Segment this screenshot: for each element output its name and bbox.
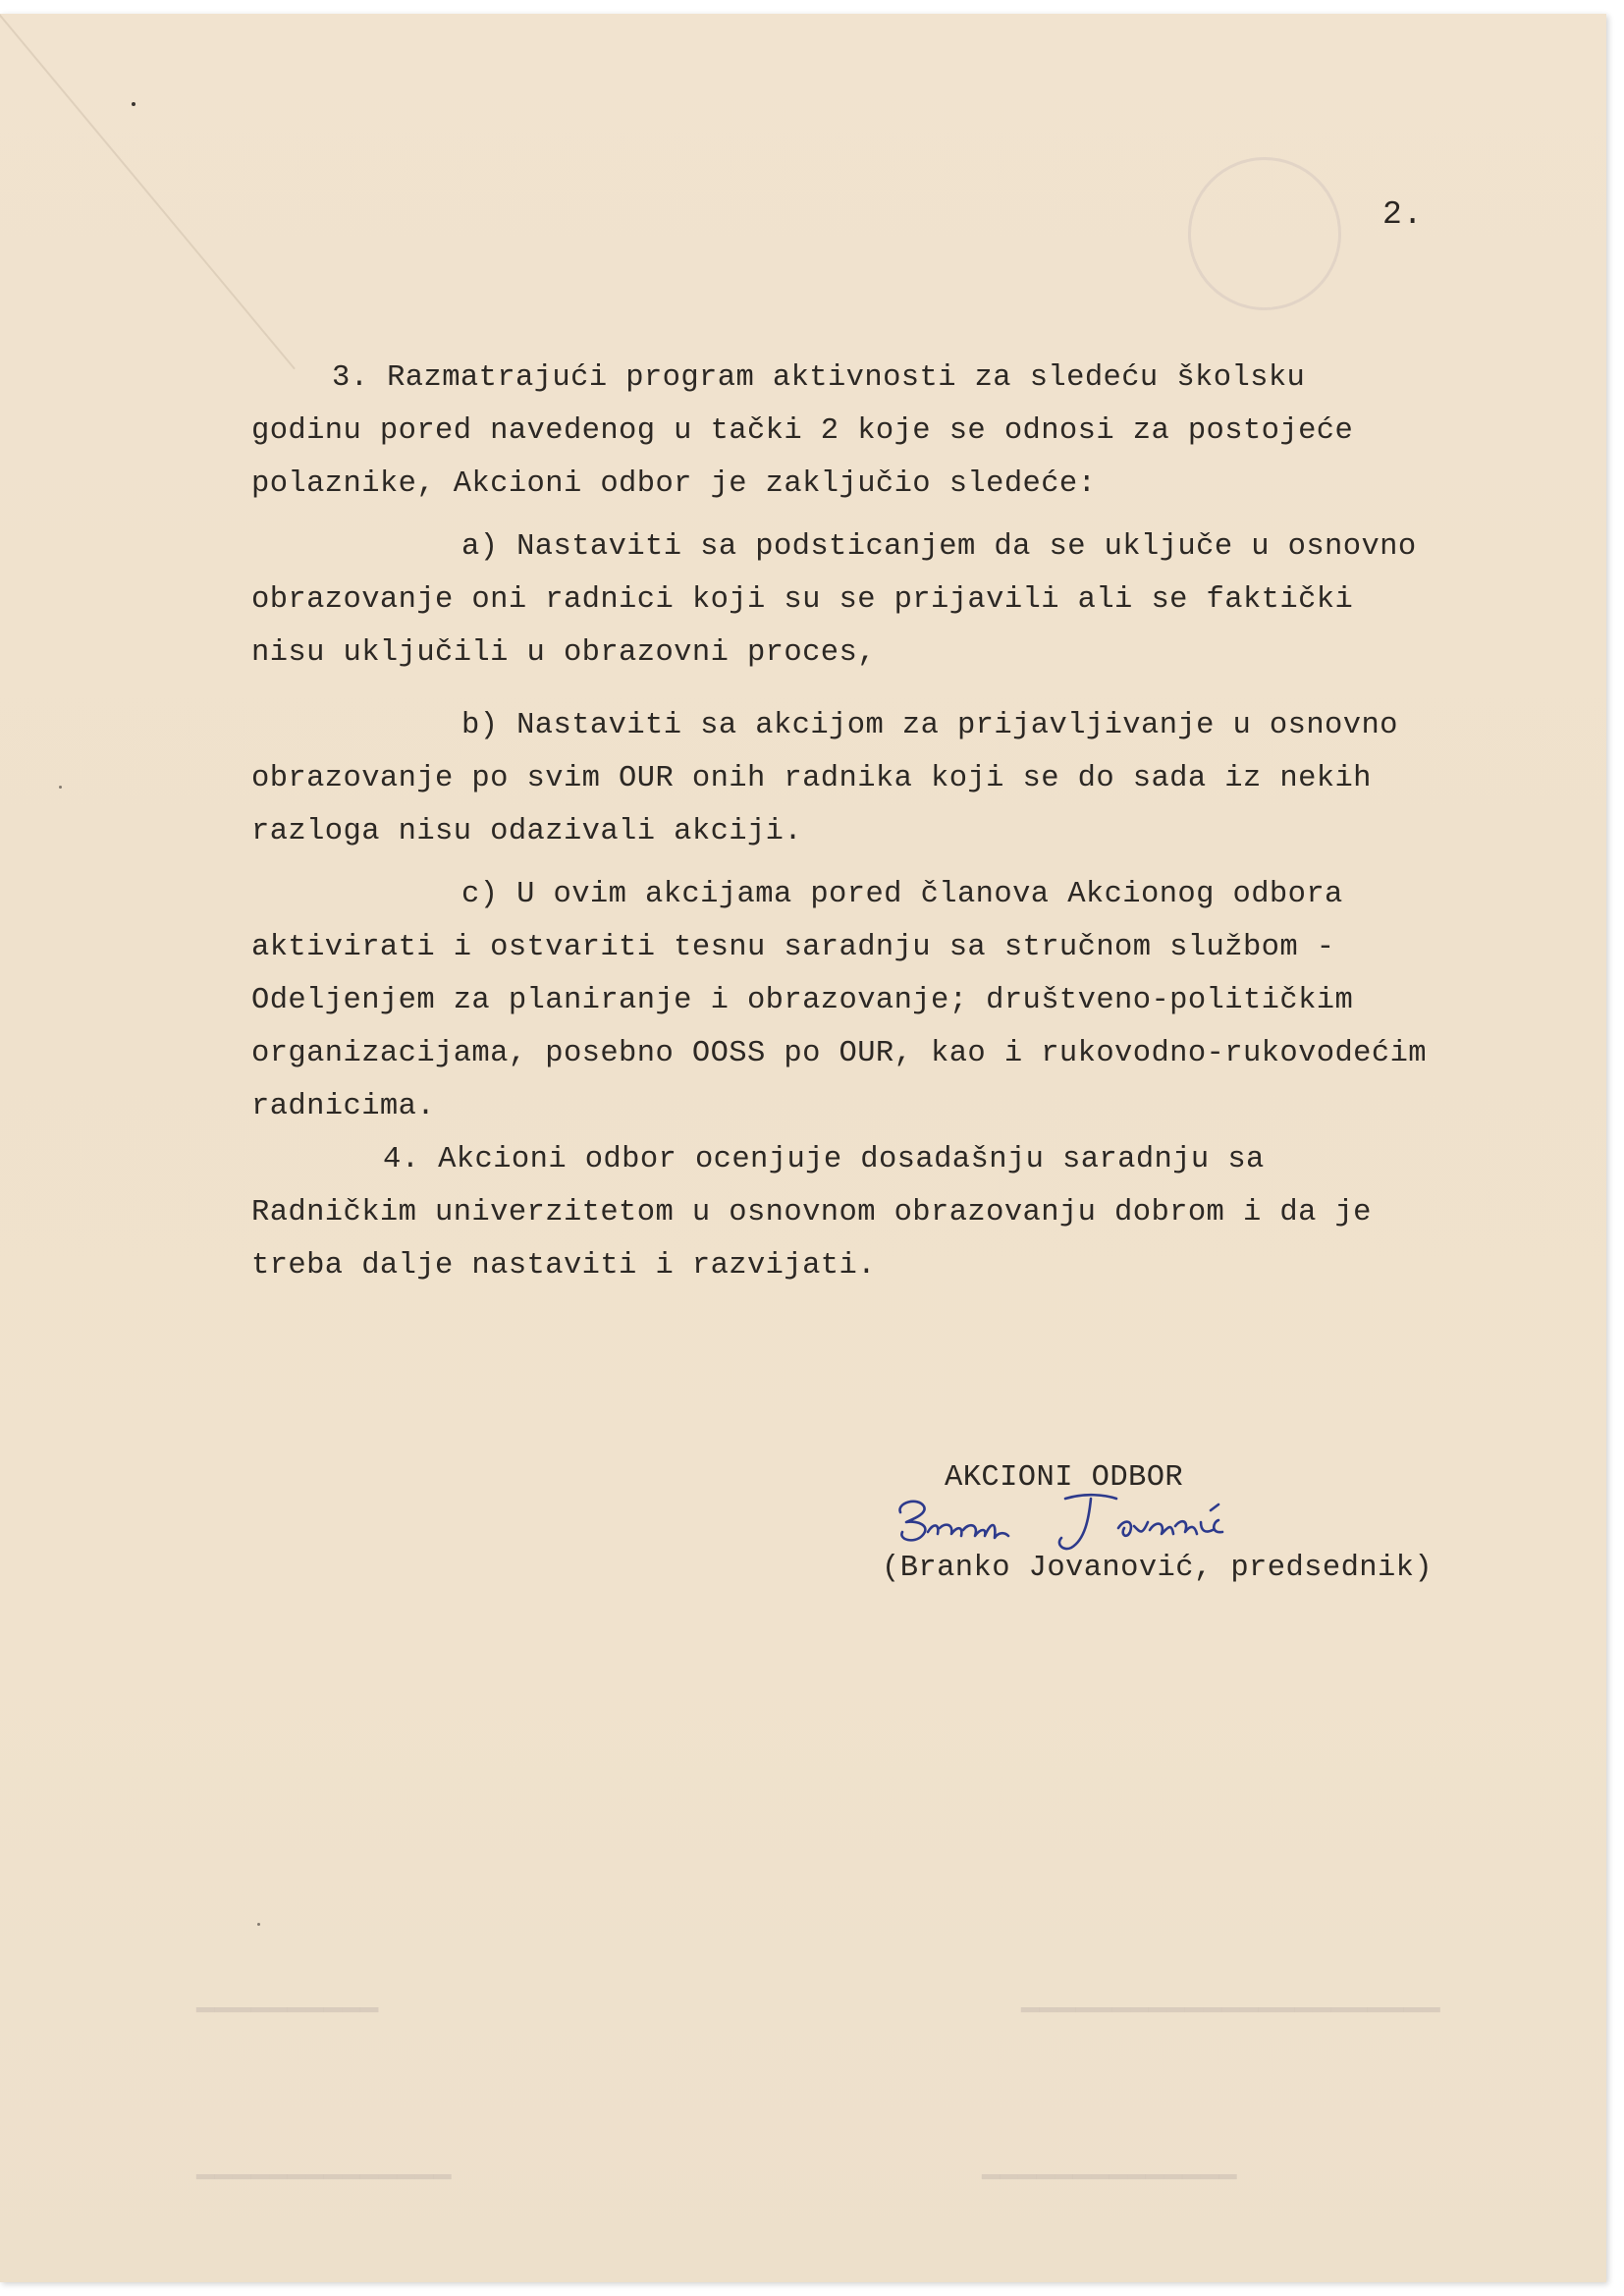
punch-mark <box>59 786 62 789</box>
text-line: Radničkim univerzitetom u osnovnom obrazovanju dobrom i da je <box>251 1196 1372 1230</box>
text-line: 4. Akcioni odbor ocenjuje dosadašnju saradnju sa <box>383 1143 1265 1176</box>
text-line: radnicima. <box>251 1090 436 1123</box>
text-line: c) U ovim akcijama pored članova Akcionog odbora <box>461 878 1343 911</box>
handwritten-signature <box>889 1483 1291 1561</box>
punch-mark <box>132 102 135 106</box>
text-line: obrazovanje oni radnici koji su se prijavili ali se faktički <box>251 583 1354 617</box>
bleed-through-text: ━━━━━━━━━━ <box>196 1996 379 2030</box>
punch-mark <box>257 1923 260 1926</box>
committee-title: AKCIONI ODBOR <box>945 1461 1184 1495</box>
bleed-through-text: ━━━━━━━━━━━━━━ <box>196 2163 452 2197</box>
bleed-through-text: ━━━━━━━━━━━━━━━━━━━━━━━ <box>1021 1996 1440 2030</box>
text-line: razloga nisu odazivali akciji. <box>251 815 803 848</box>
text-line: a) Nastaviti sa podsticanjem da se uključe u osnovno <box>461 530 1417 564</box>
text-line: nisu uključili u obrazovni proces, <box>251 636 876 670</box>
text-line: 3. Razmatrajući program aktivnosti za sledeću školsku <box>332 361 1306 395</box>
text-line: aktivirati i ostvariti tesnu saradnju sa stručnom službom - <box>251 931 1335 964</box>
signer-name: (Branko Jovanović, predsednik) <box>882 1552 1434 1585</box>
text-line: godinu pored navedenog u tački 2 koje se odnosi za postojeće <box>251 414 1354 448</box>
text-line: organizacijama, posebno OOSS po OUR, kao i rukovodno-rukovodećim <box>251 1037 1427 1070</box>
text-line: polaznike, Akcioni odbor je zaključio sledeće: <box>251 467 1097 501</box>
text-line: treba dalje nastaviti i razvijati. <box>251 1249 876 1283</box>
text-line: b) Nastaviti sa akcijom za prijavljivanje u osnovno <box>461 709 1398 742</box>
bleed-through-stamp <box>1188 157 1341 310</box>
bleed-through-text: ━━━━━━━━━━━━━━ <box>982 2163 1237 2197</box>
text-line: Odeljenjem za planiranje i obrazovanje; društveno-političkim <box>251 984 1354 1017</box>
page-number: 2. <box>1382 196 1424 233</box>
text-line: obrazovanje po svim OUR onih radnika koji se do sada iz nekih <box>251 762 1372 795</box>
